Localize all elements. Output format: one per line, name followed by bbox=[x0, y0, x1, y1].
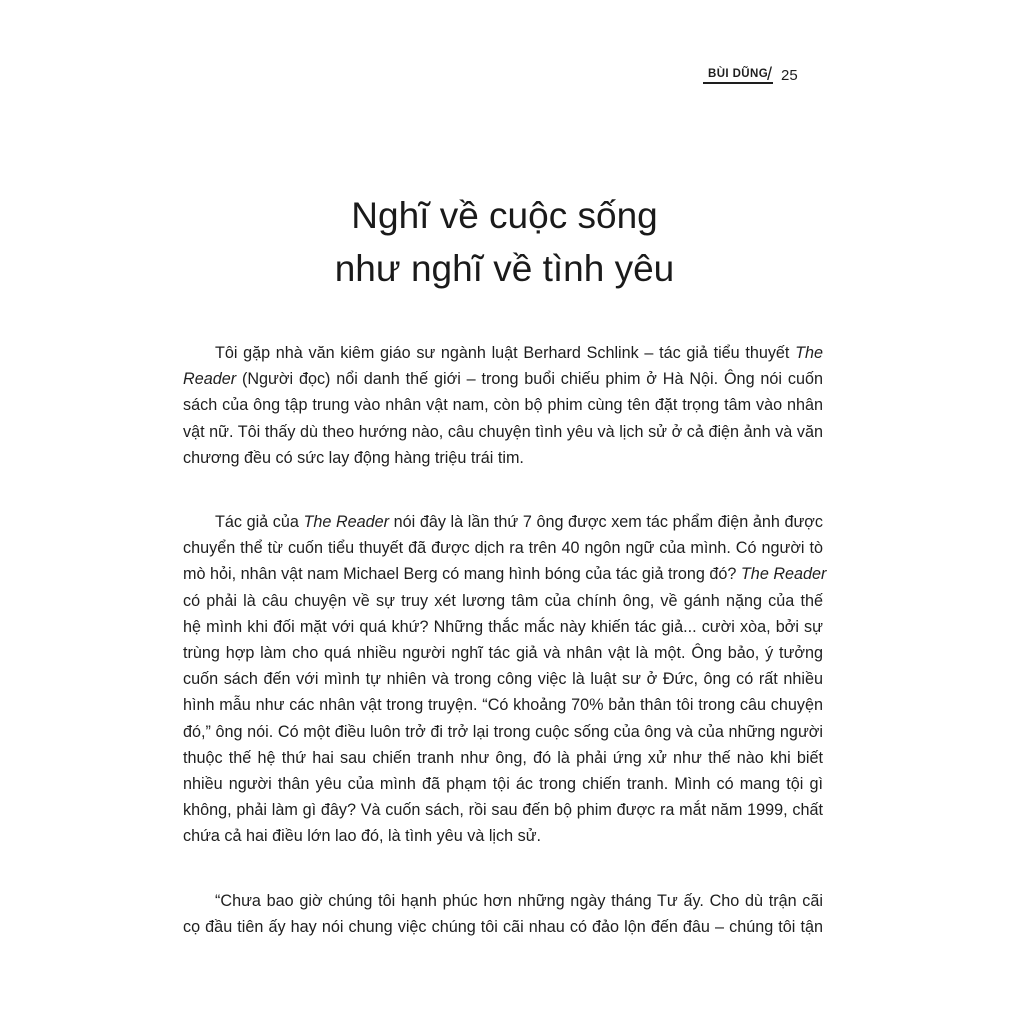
body-text bbox=[183, 340, 827, 940]
running-head bbox=[703, 64, 803, 86]
text-line: chương đều có sức lay động hàng triệu trái tim. bbox=[183, 448, 524, 467]
text-line: cuốn sách đến với mình tự nhiên và trong công việc là luật sư ở Đức, ông có rất nhiều bbox=[183, 670, 823, 689]
text-line: Reader (Người đọc) nổi danh thế giới – trong buổi chiếu phim ở Hà Nội. Ông nói cuốn bbox=[183, 370, 823, 389]
paragraph-gap bbox=[183, 850, 823, 888]
paragraph-gap bbox=[183, 471, 823, 509]
running-head-slash: / bbox=[767, 64, 773, 84]
text-line: vật nữ. Tôi thấy dù theo hướng nào, câu chuyện tình yêu và lịch sử ở cả điện ảnh và văn bbox=[183, 422, 823, 441]
text-line: thuộc thế hệ thứ hai sau chiến tranh như ông, đó là phải ứng xử như thế nào khi biết bbox=[183, 748, 823, 767]
running-head-rule bbox=[703, 82, 773, 84]
paragraph-2 bbox=[183, 509, 827, 850]
text-line: hệ mình khi đối mặt với quá khứ? Những thắc mắc này khiến tác giả... cười xòa, bởi sự bbox=[183, 617, 823, 636]
text-line: hình mẫu như các nhân vật trong truyện. “Có khoảng 70% bản thân tôi trong câu chuyện bbox=[183, 696, 823, 715]
text-line: Tôi gặp nhà văn kiêm giáo sư ngành luật Berhard Schlink – tác giả tiểu thuyết The bbox=[215, 344, 823, 362]
chapter-title-line-2: như nghĩ về tình yêu bbox=[334, 247, 675, 289]
text-line: “Chưa bao giờ chúng tôi hạnh phúc hơn những ngày tháng Tư ấy. Cho dù trận cãi bbox=[215, 891, 823, 910]
text-line: mò hỏi, nhân vật nam Michael Berg có mang hình bóng của tác giả trong đó? The Reader bbox=[183, 565, 827, 584]
text-line: chứa cả hai điều lớn lao đó, là tình yêu và lịch sử. bbox=[183, 827, 542, 846]
running-head-author: BÙI DŨNG bbox=[708, 68, 769, 80]
text-line: chuyển thể từ cuốn tiểu thuyết đã được dịch ra trên 40 ngôn ngữ của mình. Có người tò bbox=[183, 539, 823, 558]
text-line: sách của ông tập trung vào nhân vật nam, còn bộ phim cùng tên đặt trọng tâm vào nhân bbox=[183, 396, 823, 415]
text-line: có phải là câu chuyện về sự truy xét lương tâm của chính ông, về gánh nặng của thế bbox=[183, 591, 823, 610]
text-line: Tác giả của The Reader nói đây là lần thứ 7 ông được xem tác phẩm điện ảnh được bbox=[215, 513, 824, 532]
chapter-title-line-1: Nghĩ về cuộc sống bbox=[351, 194, 658, 236]
text-line: cọ đầu tiên ấy hay nói chung việc chúng tôi cãi nhau có đảo lộn đến đâu – chúng tôi tận bbox=[183, 917, 823, 936]
text-line: không, phải làm gì đây? Và cuốn sách, rồi sau đến bộ phim được ra mắt năm 1999, chất bbox=[183, 801, 823, 820]
text-line: nhiều người thân yêu của mình đã phạm tội ác trong chiến tranh. Mình có mang tội gì bbox=[183, 775, 823, 794]
paragraph-1 bbox=[183, 340, 823, 471]
text-line: trùng hợp làm cho quá nhiều người nghĩ tác giả và nhân vật là một. Ông bảo, ý tưởng bbox=[183, 644, 823, 663]
chapter-title bbox=[0, 189, 1009, 295]
page-number: 25 bbox=[781, 67, 798, 84]
text-line: đó,” ông nói. Có một điều luôn trở đi trở lại trong cuộc sống của ông và của những người bbox=[183, 722, 823, 741]
paragraph-3 bbox=[183, 888, 823, 940]
